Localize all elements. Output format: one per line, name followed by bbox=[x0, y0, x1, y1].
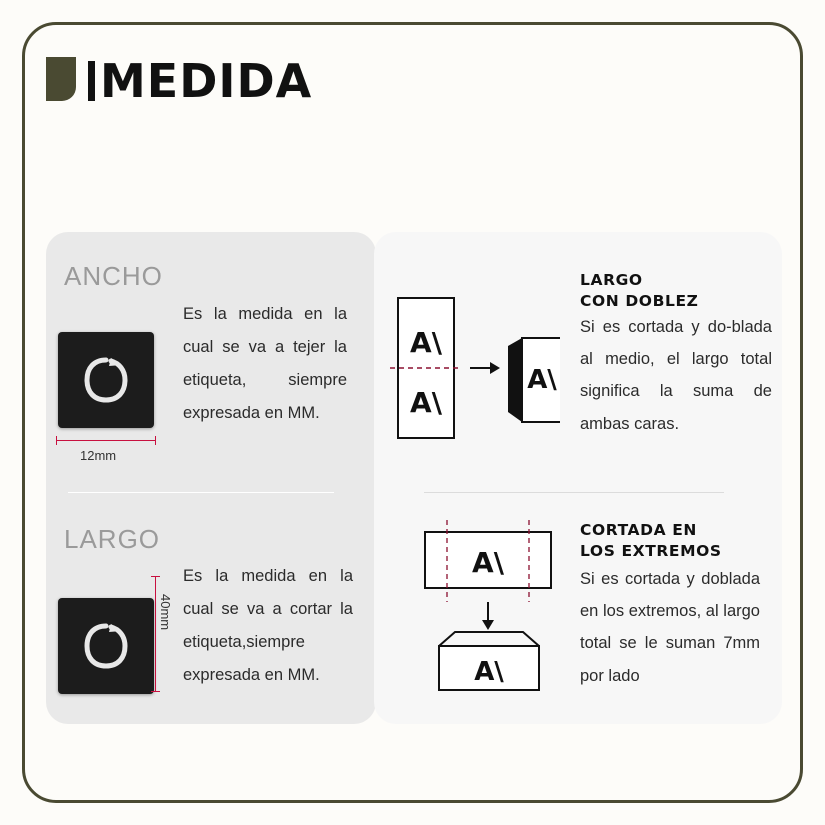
label-swatch-ancho bbox=[58, 332, 154, 428]
length-dimension-line bbox=[155, 576, 156, 692]
length-dimension-label: 40mm bbox=[158, 594, 173, 631]
svg-text:A\: A\ bbox=[472, 546, 504, 579]
title-bar-decoration bbox=[88, 61, 95, 101]
title-tab-decoration bbox=[46, 57, 76, 101]
cut-ends-diagram bbox=[415, 510, 565, 700]
fold-heading-line1: LARGO bbox=[580, 271, 643, 289]
label-swatch-largo bbox=[58, 598, 154, 694]
page-title-text: MEDIDA bbox=[100, 54, 313, 108]
ancho-description: Es la medida en la cual se va a tejer la etiqueta, siempre expresada en MM. bbox=[183, 305, 347, 422]
cut-ends-heading-line1: CORTADA EN bbox=[580, 521, 697, 539]
section-heading-ancho: ANCHO bbox=[64, 261, 163, 291]
section-heading-largo: LARGO bbox=[64, 524, 161, 554]
page-title bbox=[88, 54, 313, 108]
cut-ends-heading bbox=[580, 520, 722, 562]
fold-diagram bbox=[390, 290, 560, 450]
cut-ends-heading-line2: LOS EXTREMOS bbox=[580, 541, 722, 560]
fold-description: Si es cortada y do-blada al medio, el largo total significa la suma de ambas caras. bbox=[580, 318, 772, 433]
svg-text:A\: A\ bbox=[474, 657, 504, 687]
right-panel-divider bbox=[424, 492, 724, 493]
svg-text:A\: A\ bbox=[527, 365, 557, 395]
left-panel-divider bbox=[68, 492, 334, 493]
svg-text:A\: A\ bbox=[410, 386, 442, 419]
fold-heading-line2: CON DOBLEZ bbox=[580, 291, 699, 310]
fold-heading bbox=[580, 270, 698, 312]
width-dimension-line bbox=[56, 440, 156, 441]
page-title-block bbox=[46, 54, 313, 108]
svg-text:A\: A\ bbox=[410, 326, 442, 359]
cut-ends-description: Si es cortada y doblada en los extremos, al largo total se le suman 7mm por lado bbox=[580, 570, 760, 685]
width-dimension-label: 12mm bbox=[80, 448, 117, 463]
largo-description: Es la medida en la cual se va a cortar la etiqueta,siempre expresada en MM. bbox=[183, 567, 353, 684]
woven-label-logo-icon-2 bbox=[78, 618, 134, 674]
woven-label-logo-icon bbox=[78, 352, 134, 408]
